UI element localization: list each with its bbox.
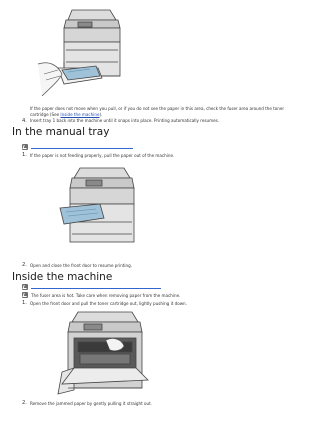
step-number: 2. bbox=[22, 262, 27, 268]
step-text: Remove the jammed paper by gently pulling it straight out. bbox=[30, 401, 152, 406]
section-heading-manual-tray: In the manual tray bbox=[12, 126, 110, 138]
step-text: Open the front door and pull the toner cartridge out, lightly pushing it down. bbox=[30, 301, 187, 306]
step-number: 1. bbox=[22, 152, 27, 158]
paragraph-fuser-check bbox=[30, 106, 290, 117]
note-text: The fuser area is hot. Take care when removing paper from the machine. bbox=[31, 293, 181, 298]
step-number: 4. bbox=[22, 118, 27, 124]
note-icon bbox=[22, 144, 28, 150]
printer-tray-illustration bbox=[28, 4, 132, 102]
section-heading-inside-machine: Inside the machine bbox=[12, 271, 113, 283]
step-number: 2. bbox=[22, 400, 27, 406]
step-text: If the paper is not feeding properly, pull the paper out of the machine. bbox=[30, 153, 175, 158]
note-icon bbox=[22, 284, 28, 290]
note-divider bbox=[31, 148, 133, 149]
printer-open-door-illustration bbox=[48, 310, 168, 396]
paragraph-text-end: ). bbox=[99, 111, 103, 117]
step-number: 1. bbox=[22, 300, 27, 306]
paragraph-text: If the paper does not move when you pull, or if you do not see the paper in this area, check the fuser area around the toner cartridge (See bbox=[30, 106, 285, 117]
note-divider bbox=[31, 288, 161, 289]
link-inside-the-machine[interactable]: Inside the machine bbox=[60, 111, 100, 117]
printer-manual-tray-illustration bbox=[52, 164, 148, 256]
step-text: Insert tray 1 back into the machine until it snaps into place. Printing automatically resumes. bbox=[30, 118, 220, 123]
step-text: Open and close the front door to resume printing. bbox=[30, 263, 133, 268]
note-icon bbox=[22, 292, 28, 298]
